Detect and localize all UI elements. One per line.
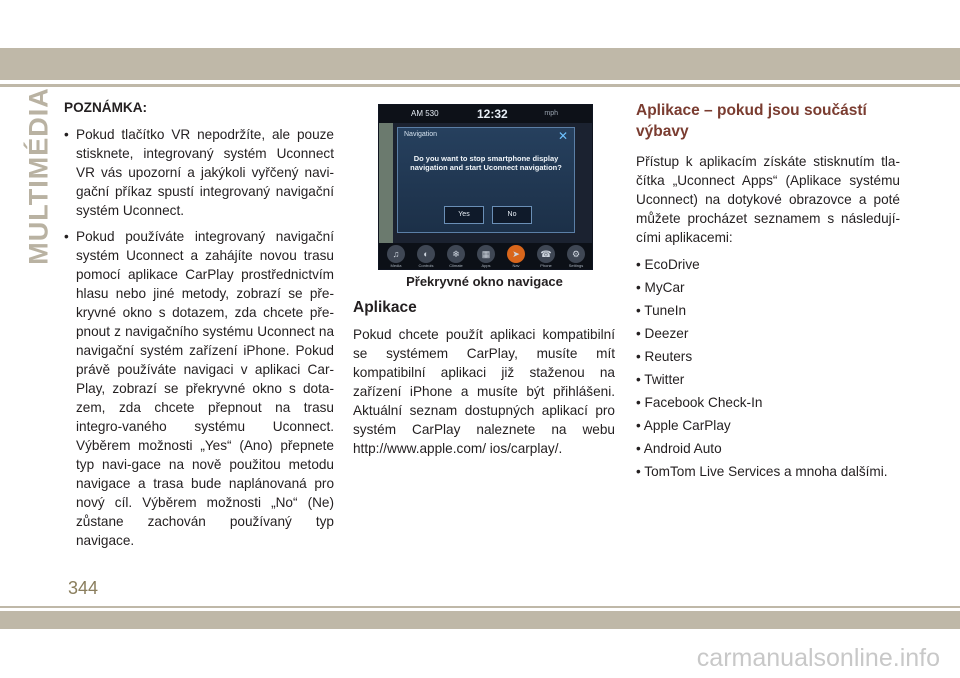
list-item: • Twitter: [636, 372, 685, 387]
dock-label: Nav: [512, 263, 520, 268]
figure-caption: Překryvné okno navigace: [406, 274, 563, 289]
dock-label: Media: [390, 263, 402, 268]
list-item: • MyCar: [636, 280, 685, 295]
navigation-overlay-screenshot: [378, 104, 593, 270]
nav-icon[interactable]: ➤: [507, 245, 525, 263]
map-sidebar: [379, 123, 393, 243]
list-item: • TomTom Live Services a mnoha dalšími.: [636, 464, 888, 479]
screen-clock: 12:32: [477, 107, 508, 121]
controls-icon[interactable]: ◐: [417, 245, 435, 263]
list-item: • Deezer: [636, 326, 689, 341]
screen-status-bar: [379, 105, 592, 123]
climate-icon[interactable]: ❄: [447, 245, 465, 263]
apps-heading: Aplikace: [353, 299, 417, 316]
media-icon[interactable]: ♫: [387, 245, 405, 263]
included-apps-intro: Přístup k aplikacím získáte stisknutím tla-čítka „Uconnect Apps“ (Aplikace systému Uconnect) na dotykové obrazovce a poté můžete procházet seznamem s následují-cími aplikacemi:: [636, 154, 900, 245]
list-item: • Apple CarPlay: [636, 418, 731, 433]
phone-icon[interactable]: ☎: [537, 245, 555, 263]
page-number: 344: [68, 578, 99, 598]
note-bullet-1: [64, 125, 334, 220]
bullet-dot: •: [64, 127, 69, 142]
dock-label: Settings: [568, 263, 584, 268]
top-band: [0, 0, 960, 80]
speed-unit: mph: [544, 110, 558, 117]
bullet-dot: •: [64, 229, 69, 244]
note-column: [64, 98, 334, 557]
list-item: • EcoDrive: [636, 257, 700, 272]
side-label-text: MULTIMÉDIA: [23, 87, 54, 265]
settings-icon[interactable]: ⚙: [567, 245, 585, 263]
list-item: • Android Auto: [636, 441, 722, 456]
top-rule: [0, 84, 960, 87]
note-bullet-2: [64, 227, 334, 550]
no-button[interactable]: No: [492, 206, 532, 224]
dialog-message: Do you want to stop smartphone display navigation and start Uconnect navigation?: [410, 154, 562, 172]
list-item: • Reuters: [636, 349, 693, 364]
included-apps-heading: Aplikace – pokud jsou součástí výbavy: [636, 102, 867, 140]
list-item: • Facebook Check-In: [636, 395, 763, 410]
apps-section: [353, 298, 615, 458]
dock-label: Apps: [481, 263, 491, 268]
note-title: POZNÁMKA:: [64, 100, 148, 115]
list-item: • TuneIn: [636, 303, 687, 318]
bottom-bar: [0, 611, 960, 629]
watermark: carmanualsonline.info: [696, 644, 940, 672]
close-icon[interactable]: ✕: [557, 129, 568, 143]
bottom-rule: [0, 606, 960, 608]
yes-button[interactable]: Yes: [444, 206, 484, 224]
screen-dock: [379, 243, 592, 269]
apps-icon[interactable]: ▦: [477, 245, 495, 263]
dock-label: Phone: [540, 263, 552, 268]
radio-station: AM 530: [411, 109, 439, 118]
included-apps-section: [636, 100, 900, 485]
side-section-label: [22, 87, 56, 265]
note-bullet-text: Pokud používáte integrovaný navigační systém Uconnect a zahájíte novou trasu pomocí aplikace CarPlay prostřednictvím hlasu nebo jiné metody, zobrazí se pře-kryvné okno s dotazem, zda chcete pře-pnout z navigačního systému Uconnect na navigační systém zařízení iPhone. Pokud právě používáte navigaci v aplikaci Car-Play, zobrazí se překryvné okno s dota-zem, zda chcete přepnout na trasu integro-vaného systému Uconnect. Výběrem možnosti „Yes“ (Ano) přepnete typ navi-gace na nově použitou metodu navigace a trasa bude naplánovaná pro nový cíl. Výběrem možnosti „No“ (Ne) zůstane zachován používaný typ navigace.: [76, 229, 334, 548]
dock-label: Controls: [418, 263, 434, 268]
dock-label: Climate: [449, 263, 463, 268]
note-bullet-text: Pokud tlačítko VR nepodržíte, ale pouze stisknete, integrovaný systém Uconnect VR vás upozorní a jakýkoli vyřčený navi-gační příkaz spustí integrovaný navigační systém Uconnect.: [76, 127, 334, 218]
dialog-title: Navigation: [404, 131, 438, 138]
navigation-dialog: [397, 127, 575, 233]
apps-text: Pokud chcete použít aplikaci kompatibilní se systémem CarPlay, musíte mít kompatibilní aplikaci již staženou na zařízení iPhone a musíte být přihlášeni. Aktuální seznam dostupných aplikací pro systém CarPlay naleznete na webu http://www.apple.com/ ios/carplay/.: [353, 327, 615, 456]
top-bar: [0, 48, 960, 80]
